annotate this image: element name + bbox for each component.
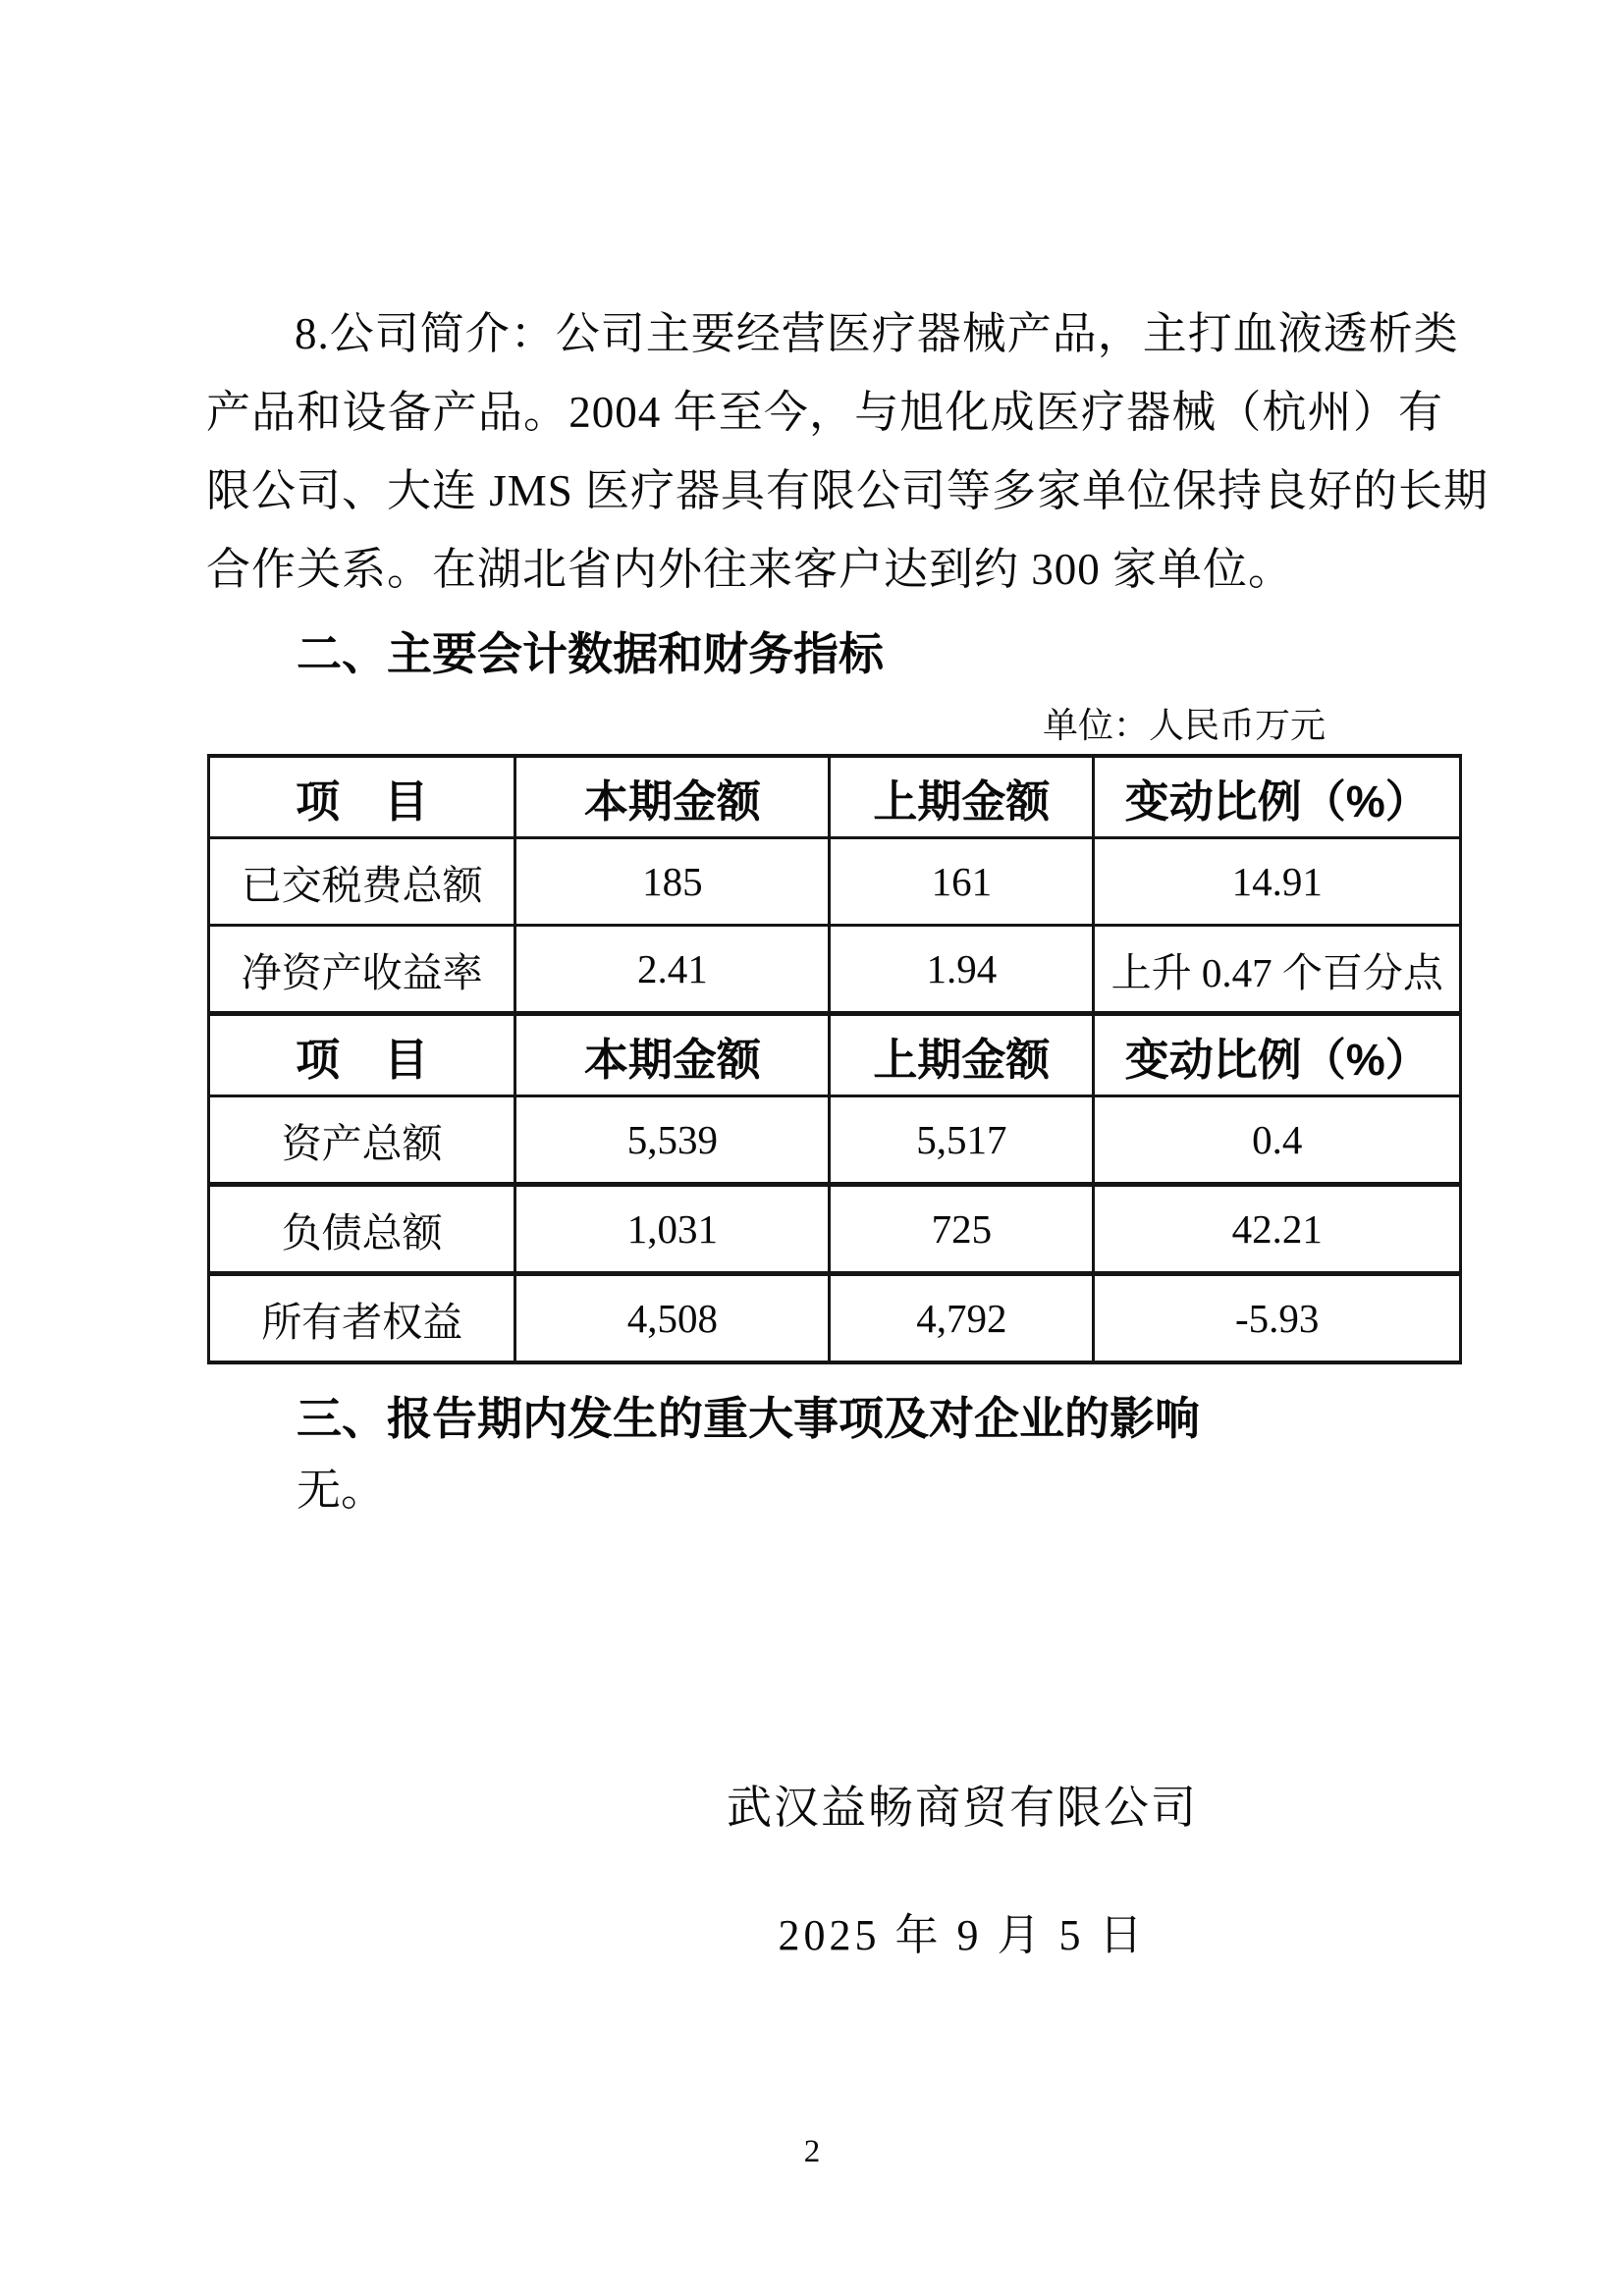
- header-cell-prev: 上期金额: [830, 1014, 1094, 1096]
- table-row-taxes-paid: [209, 838, 1461, 926]
- cell-change: -5.93: [1094, 1274, 1461, 1363]
- company-intro-paragraph: [206, 294, 1489, 609]
- header-cell-prev: 上期金额: [830, 756, 1094, 838]
- section3-heading: 三、报告期内发生的重大事项及对企业的影响: [297, 1393, 1200, 1444]
- table-header-row: [209, 1014, 1461, 1096]
- signature-block: [619, 1777, 1306, 1965]
- cell-current: 5,539: [515, 1096, 830, 1185]
- cell-current: 1,031: [515, 1185, 830, 1274]
- header-cell-item: 项 目: [209, 1014, 515, 1096]
- table-row-total-liabilities: [209, 1185, 1461, 1274]
- cell-prev: 725: [830, 1185, 1094, 1274]
- cell-item: 所有者权益: [209, 1274, 515, 1363]
- signature-date: 2025 年 9 月 5 日: [778, 1911, 1147, 1959]
- table-row-roe: [209, 926, 1461, 1014]
- intro-line: 8.公司简介：公司主要经营医疗器械产品，主打血液透析类: [295, 309, 1459, 358]
- table-unit-label: 单位：人民币万元: [1042, 706, 1326, 745]
- cell-item: 净资产收益率: [209, 926, 515, 1014]
- header-cell-current: 本期金额: [515, 1014, 830, 1096]
- cell-prev: 1.94: [830, 926, 1094, 1014]
- cell-item: 资产总额: [209, 1096, 515, 1185]
- cell-current: 185: [515, 838, 830, 926]
- cell-current: 4,508: [515, 1274, 830, 1363]
- cell-change: 14.91: [1094, 838, 1461, 926]
- cell-prev: 161: [830, 838, 1094, 926]
- intro-line: 合作关系。在湖北省内外往来客户达到约 300 家单位。: [206, 545, 1294, 594]
- signature-company-name: 武汉益畅商贸有限公司: [727, 1783, 1198, 1833]
- cell-change: 上升 0.47 个百分点: [1094, 926, 1461, 1014]
- header-cell-item: 项 目: [209, 756, 515, 838]
- header-cell-change: 变动比例（%）: [1094, 756, 1461, 838]
- table-row-total-assets: [209, 1096, 1461, 1185]
- financial-indicators-table: [207, 754, 1462, 1364]
- cell-current: 2.41: [515, 926, 830, 1014]
- cell-item: 负债总额: [209, 1185, 515, 1274]
- intro-line: 限公司、大连 JMS 医疗器具有限公司等多家单位保持良好的长期: [206, 466, 1489, 515]
- page-number: 2: [803, 2134, 821, 2169]
- cell-item: 已交税费总额: [209, 838, 515, 926]
- table-header-row: [209, 756, 1461, 838]
- cell-prev: 5,517: [830, 1096, 1094, 1185]
- cell-prev: 4,792: [830, 1274, 1094, 1363]
- cell-change: 0.4: [1094, 1096, 1461, 1185]
- header-cell-change: 变动比例（%）: [1094, 1014, 1461, 1096]
- table-row-owners-equity: [209, 1274, 1461, 1363]
- header-cell-current: 本期金额: [515, 756, 830, 838]
- section2-heading: 二、主要会计数据和财务指标: [297, 628, 884, 679]
- cell-change: 42.21: [1094, 1185, 1461, 1274]
- section3-body: 无。: [297, 1466, 386, 1515]
- intro-line: 产品和设备产品。2004 年至今，与旭化成医疗器械（杭州）有: [206, 388, 1443, 437]
